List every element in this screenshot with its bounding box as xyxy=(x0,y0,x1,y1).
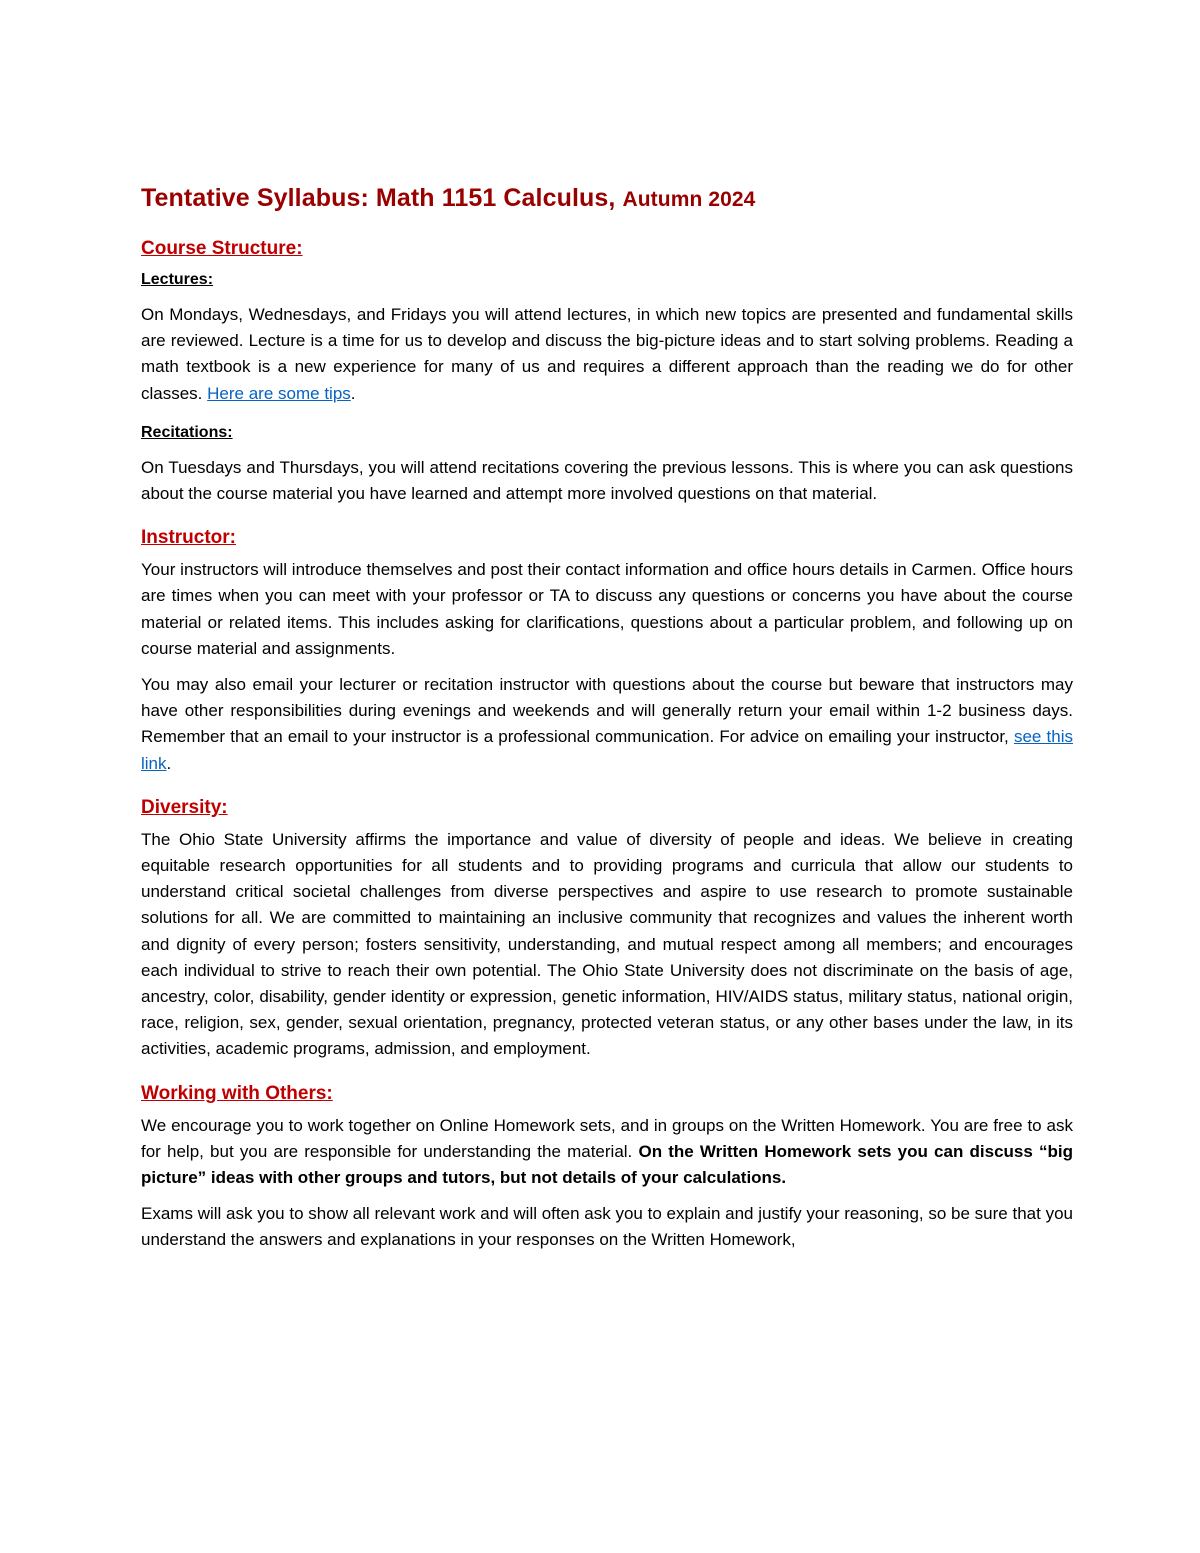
lectures-link-period: . xyxy=(350,383,356,403)
instructor-paragraph-1: Your instructors will introduce themselves and post their contact information and office hours details in Carmen. Office hours are times when you can meet with your professor or TA to discuss any questions or concerns you have about the course material or related items. This includes asking for clarifications, questions about a particular problem, and following up on course material and assignments. xyxy=(141,560,1073,658)
working-p1-bold: On the Written Homework sets you can discuss “big picture” ideas with other groups and tutors, but not details of your calculations. xyxy=(141,1141,1073,1188)
page-title xyxy=(141,180,1073,218)
lectures-text: On Mondays, Wednesdays, and Fridays you will attend lectures, in which new topics are presented and fundamental skills are reviewed. Lecture is a time for us to develop and discuss the big-picture ideas and to start solving problems. Reading a math textbook is a new experience for many of us and requires a different approach than the reading we do for other classes. xyxy=(141,305,1073,403)
working-with-others-heading: Working with Others: xyxy=(141,1082,333,1104)
working-paragraph-1 xyxy=(141,1113,1073,1192)
instructor-p2-text: You may also email your lecturer or recitation instructor with questions about the course but beware that instructors may have other responsibilities during evenings and weekends and will generally return your email within 1-2 business days. Remember that an email to your instructor is a professional communication. For advice on emailing your instructor, xyxy=(141,675,1073,747)
working-paragraph-2: Exams will ask you to show all relevant work and will often ask you to explain and justify your reasoning, so be sure that you understand the answers and explanations in your responses on the Written Homework, xyxy=(141,1204,1073,1250)
email-advice-link[interactable]: see this link xyxy=(141,727,1073,773)
syllabus-page xyxy=(141,180,1073,1264)
diversity-paragraph: The Ohio State University affirms the importance and value of diversity of people and ideas. We believe in creating equitable research opportunities for all students and to providing programs and curricula that allow our students to understand critical societal challenges from diverse perspectives and aspire to use research to promote sustainable solutions for all. We are committed to maintaining an inclusive community that recognizes and values the inherent worth and dignity of every person; fosters sensitivity, understanding, and mutual respect among all members; and encourages each individual to strive to reach their own potential. The Ohio State University does not discriminate on the basis of age, ancestry, color, disability, gender identity or expression, genetic information, HIV/AIDS status, military status, national origin, race, religion, sex, gender, sexual orientation, pregnancy, protected veteran status, or any other bases under the law, in its activities, academic programs, admission, and employment. xyxy=(141,829,1073,1059)
tips-link[interactable]: Here are some tips xyxy=(207,383,351,403)
title-main: Tentative Syllabus: Math 1151 Calculus, xyxy=(141,184,616,212)
diversity-heading: Diversity: xyxy=(141,796,228,818)
recitations-paragraph: On Tuesdays and Thursdays, you will attend recitations covering the previous lessons. This is where you can ask questions about the course material you have learned and attempt more involved questions on that material. xyxy=(141,457,1073,504)
instructor-heading: Instructor: xyxy=(141,527,236,549)
lectures-paragraph xyxy=(141,302,1073,407)
instructor-paragraph-2 xyxy=(141,672,1073,777)
title-term: Autumn 2024 xyxy=(622,188,756,211)
lectures-heading: Lectures: xyxy=(141,271,214,288)
instructor-link-period: . xyxy=(166,753,172,773)
recitations-heading: Recitations: xyxy=(141,423,233,441)
course-structure-heading: Course Structure: xyxy=(141,238,303,259)
working-p1-plain: We encourage you to work together on Online Homework sets, and in groups on the Written Homework. You are free to ask for help, but you are responsible for understanding the material. xyxy=(141,1115,1073,1161)
